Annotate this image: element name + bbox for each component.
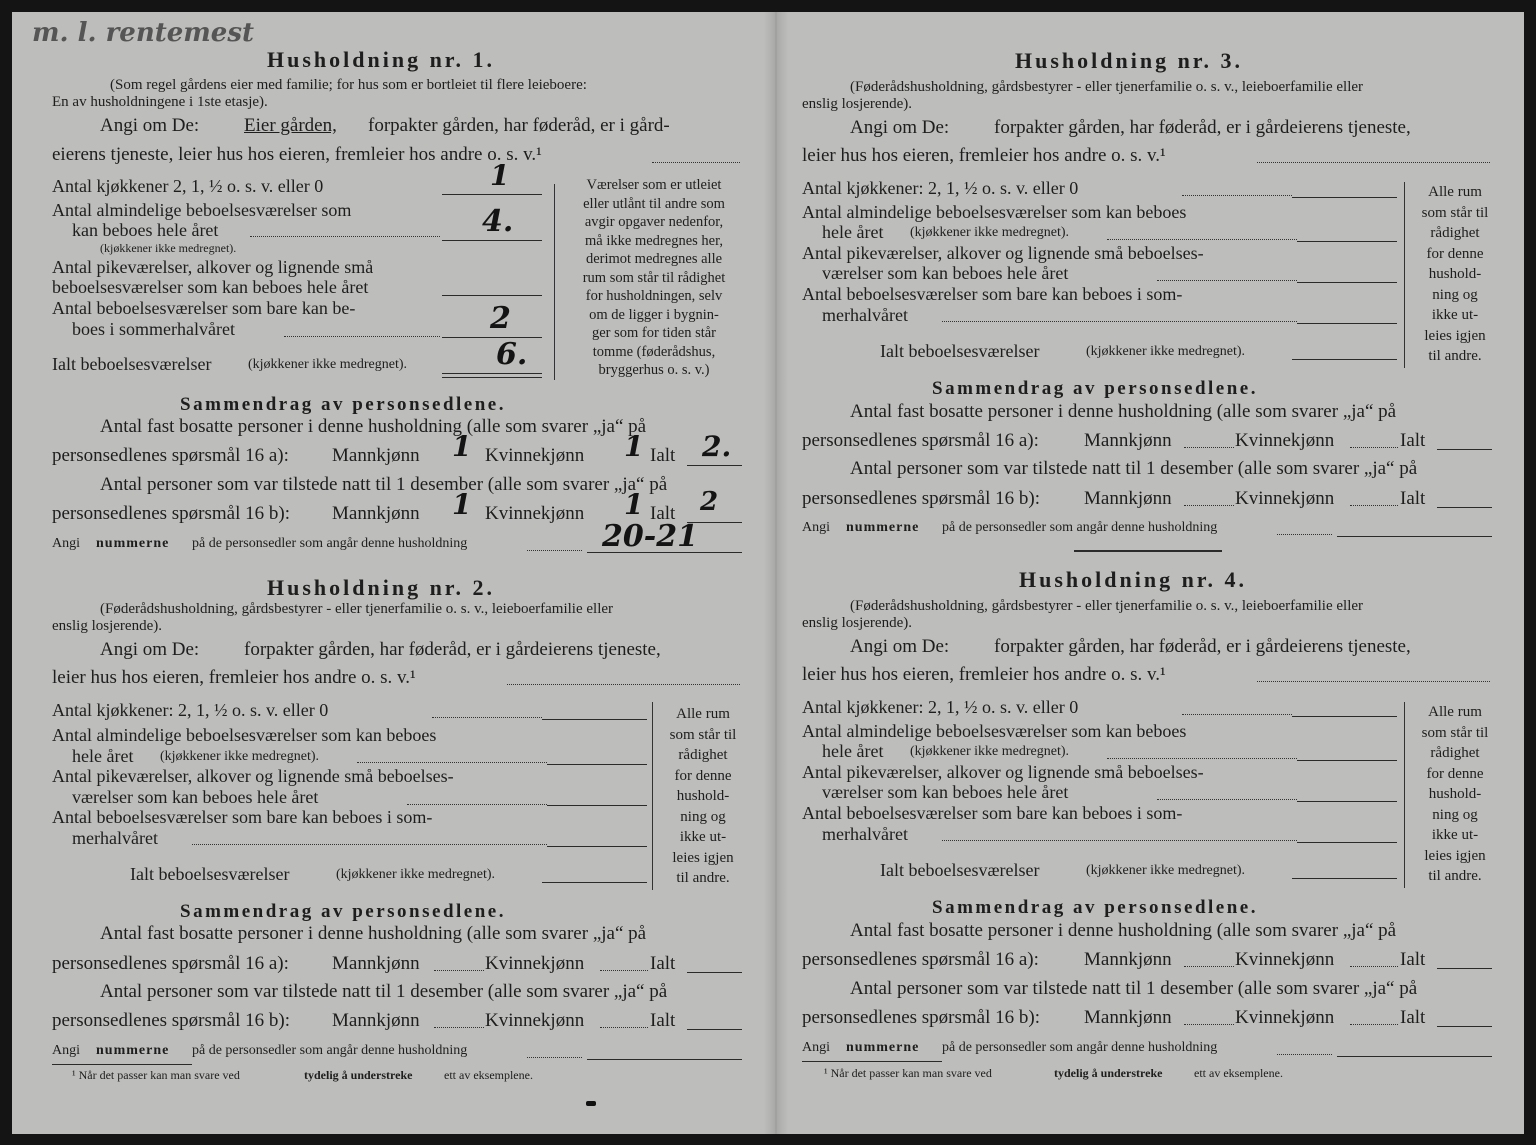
h3-q-summer-a: Antal beboelsesværelser som bare kan beboes i som- <box>802 284 1183 304</box>
h3-a-female-label: Kvinnekjønn <box>1235 430 1335 451</box>
h4-summary-title: Sammendrag av personsedlene. <box>932 897 1258 918</box>
h2-q-rooms-a: Antal almindelige beboelsesværelser som kan beboes <box>52 725 437 745</box>
census-form-sheet <box>12 12 1524 1134</box>
h2-q-total-note: (kjøkkener ikke medregnet). <box>336 867 495 882</box>
h2-angi-prefix: Angi om De: <box>100 639 200 660</box>
h4-summary-a-line-2: personsedlenes spørsmål 16 a): <box>802 949 1039 970</box>
h1-a-total-label: Ialt <box>650 445 676 466</box>
h1-angi-line-2: eierens tjeneste, leier hus hos eieren, fremleier hos andre o. s. v.¹ <box>52 144 542 165</box>
h2-angi-line-1: forpakter gården, har føderåd, er i gårdeierens tjeneste, <box>244 639 661 660</box>
h2-a-male-label: Mannkjønn <box>332 953 420 974</box>
h4-b-total-label: Ialt <box>1400 1007 1426 1028</box>
h4-numbers-text: på de personsedler som angår denne husholdning <box>942 1040 1218 1055</box>
h4-a-male-label: Mannkjønn <box>1084 949 1172 970</box>
h3-q-kitchens: Antal kjøkkener: 2, 1, ½ o. s. v. eller 0 <box>802 178 1079 198</box>
h1-b-female-label: Kvinnekjønn <box>485 503 585 524</box>
h3-summary-a-line-1: Antal fast bosatte personer i denne husholdning (alle som svarer „ja“ på <box>850 401 1397 422</box>
h3-angi-line-1: forpakter gården, har føderåd, er i gårdeierens tjeneste, <box>994 117 1411 138</box>
h2-b-female-label: Kvinnekjønn <box>485 1010 585 1031</box>
h2-q-small-a: Antal pikeværelser, alkover og lignende små beboelses- <box>52 766 454 786</box>
h1-q-rooms-a: Antal almindelige beboelsesværelser som <box>52 200 352 220</box>
h2-q-rooms-b: hele året <box>72 746 134 766</box>
h3-a-total-label: Ialt <box>1400 430 1426 451</box>
h1-q-summer-a: Antal beboelsesværelser som bare kan be- <box>52 298 356 318</box>
margin-note: m. l. rentemest <box>32 18 254 48</box>
right-footnote-c: ett av eksemplene. <box>1194 1066 1283 1080</box>
h3-q-small-a: Antal pikeværelser, alkover og lignende små beboelses- <box>802 243 1204 263</box>
h1-q-kitchens: Antal kjøkkener 2, 1, ½ o. s. v. eller 0 <box>52 176 324 196</box>
h2-q-kitchens: Antal kjøkkener: 2, 1, ½ o. s. v. eller 0 <box>52 700 329 720</box>
h1-numbers-value: 20-21 <box>602 519 698 554</box>
h1-a-female-label: Kvinnekjønn <box>485 445 585 466</box>
h2-summary-b-line-2: personsedlenes spørsmål 16 b): <box>52 1010 290 1031</box>
h2-summary-title: Sammendrag av personsedlene. <box>180 901 506 922</box>
h4-a-female-label: Kvinnekjønn <box>1235 949 1335 970</box>
h2-numbers-angi: Angi <box>52 1043 80 1058</box>
h4-angi-line-2: leier hus hos eieren, fremleier hos andre o. s. v.¹ <box>802 664 1166 685</box>
h1-summary-a-line-2: personsedlenes spørsmål 16 a): <box>52 445 289 466</box>
h3-q-total-note: (kjøkkener ikke medregnet). <box>1086 344 1245 359</box>
h1-q-total-note: (kjøkkener ikke medregnet). <box>248 357 407 372</box>
h4-b-female-label: Kvinnekjønn <box>1235 1007 1335 1028</box>
h1-numbers-bold: nummerne <box>96 536 170 551</box>
h3-b-total-label: Ialt <box>1400 488 1426 509</box>
h3-paren-line-2: enslig losjerende). <box>802 96 912 112</box>
h4-b-male-label: Mannkjønn <box>1084 1007 1172 1028</box>
h3-paren-line-1: (Føderådshusholdning, gårdsbestyrer - eller tjenerfamilie o. s. v., leieboerfamilie eller <box>850 79 1364 95</box>
h4-q-kitchens: Antal kjøkkener: 2, 1, ½ o. s. v. eller 0 <box>802 697 1079 717</box>
h4-summary-a-line-1: Antal fast bosatte personer i denne husholdning (alle som svarer „ja“ på <box>850 920 1397 941</box>
h1-q-rooms-c: (kjøkkener ikke medregnet). <box>100 241 237 255</box>
h2-angi-line-2: leier hus hos eieren, fremleier hos andre o. s. v.¹ <box>52 667 416 688</box>
h1-angi-owner-underlined: Eier gården, <box>244 115 337 136</box>
left-footnote-c: ett av eksemplene. <box>444 1068 533 1082</box>
h2-numbers-text: på de personsedler som angår denne husholdning <box>192 1043 468 1058</box>
h4-q-rooms-c: (kjøkkener ikke medregnet). <box>910 744 1069 759</box>
h2-b-male-label: Mannkjønn <box>332 1010 420 1031</box>
h1-angi-rest: forpakter gården, har føderåd, er i gård- <box>368 115 670 136</box>
h3-summary-b-line-2: personsedlenes spørsmål 16 b): <box>802 488 1040 509</box>
h4-angi-line-1: forpakter gården, har føderåd, er i gårdeierens tjeneste, <box>994 636 1411 657</box>
right-footnote-b: tydelig å understreke <box>1054 1066 1163 1080</box>
left-footnote-a: ¹ Når det passer kan man svare ved <box>72 1068 240 1082</box>
h4-summary-b-line-1: Antal personer som var tilstede natt til 1 desember (alle som svarer „ja“ på <box>850 978 1418 999</box>
h2-a-total-label: Ialt <box>650 953 676 974</box>
h2-summary-b-line-1: Antal personer som var tilstede natt til 1 desember (alle som svarer „ja“ på <box>100 981 668 1002</box>
h4-q-rooms-b: hele året <box>822 741 884 761</box>
h1-q-total: Ialt beboelsesværelser <box>52 354 212 374</box>
h3-angi-line-2: leier hus hos eieren, fremleier hos andre o. s. v.¹ <box>802 145 1166 166</box>
h4-angi-prefix: Angi om De: <box>850 636 950 657</box>
h1-summary-b-line-2: personsedlenes spørsmål 16 b): <box>52 503 290 524</box>
h1-a-male-value: 1 <box>452 430 472 463</box>
household-3-title: Husholdning nr. 3. <box>1015 48 1244 73</box>
h1-numbers-text: på de personsedler som angår denne husholdning <box>192 536 468 551</box>
h2-q-summer-b: merhalvåret <box>72 828 158 848</box>
h2-a-female-label: Kvinnekjønn <box>485 953 585 974</box>
section-divider <box>1074 550 1222 552</box>
h4-a-total-label: Ialt <box>1400 949 1426 970</box>
h3-numbers-bold: nummerne <box>846 520 920 535</box>
household-1-title: Husholdning nr. 1. <box>267 47 496 72</box>
h1-numbers-angi: Angi <box>52 536 80 551</box>
h1-rooms-total-value: 6. <box>496 337 528 372</box>
h1-q-rooms-b: kan beboes hele året <box>72 220 219 240</box>
h1-b-male-label: Mannkjønn <box>332 503 420 524</box>
h4-q-summer-a: Antal beboelsesværelser som bare kan beboes i som- <box>802 803 1183 823</box>
h3-summary-a-line-2: personsedlenes spørsmål 16 a): <box>802 430 1039 451</box>
page-fold <box>764 12 788 1134</box>
h3-a-male-label: Mannkjønn <box>1084 430 1172 451</box>
h1-paren-line-2: En av husholdningene i 1ste etasje). <box>52 94 268 110</box>
h4-q-total: Ialt beboelsesværelser <box>880 860 1040 880</box>
h3-q-rooms-b: hele året <box>822 222 884 242</box>
h3-q-total: Ialt beboelsesværelser <box>880 341 1040 361</box>
h4-numbers-bold: nummerne <box>846 1040 920 1055</box>
h3-summary-title: Sammendrag av personsedlene. <box>932 378 1258 399</box>
h4-q-rooms-a: Antal almindelige beboelsesværelser som kan beboes <box>802 721 1187 741</box>
h4-q-small-b: værelser som kan beboes hele året <box>822 782 1069 802</box>
h1-q-small-b: beboelsesværelser som kan beboes hele året <box>52 277 369 297</box>
h1-side-brace <box>554 184 561 380</box>
h2-q-rooms-c: (kjøkkener ikke medregnet). <box>160 749 319 764</box>
h1-rooms-year-value: 4. <box>482 204 514 239</box>
h1-b-total-label: Ialt <box>650 503 676 524</box>
h2-q-total: Ialt beboelsesværelser <box>130 864 290 884</box>
h2-paren-line-2: enslig losjerende). <box>52 618 162 634</box>
h2-b-total-label: Ialt <box>650 1010 676 1031</box>
h2-summary-a-line-1: Antal fast bosatte personer i denne husholdning (alle som svarer „ja“ på <box>100 923 647 944</box>
h1-a-female-value: 1 <box>624 430 644 463</box>
h1-side-note: Værelser som er utleiet eller utlånt til andre som avgir opgaver nedenfor, må ikke medregnes her, derimot medregnes alle rum som står til rådighet for husholdningen, selv om de ligger i bygnin- ger som for tiden står tomme (føderådshus, bryggerhus o. s. v.) <box>582 177 726 378</box>
h2-summary-a-line-2: personsedlenes spørsmål 16 a): <box>52 953 289 974</box>
h3-q-rooms-a: Antal almindelige beboelsesværelser som kan beboes <box>802 202 1187 222</box>
h3-side-note: Alle rum som står til rådighet for denne hushold- ning og ikke ut- leies igjen til andre. <box>1421 184 1489 364</box>
right-footnote-a: ¹ Når det passer kan man svare ved <box>824 1066 992 1080</box>
h4-q-small-a: Antal pikeværelser, alkover og lignende små beboelses- <box>802 762 1204 782</box>
h4-paren-line-1: (Føderådshusholdning, gårdsbestyrer - eller tjenerfamilie o. s. v., leieboerfamilie eller <box>850 598 1364 614</box>
h4-q-summer-b: merhalvåret <box>822 824 908 844</box>
h1-b-male-value: 1 <box>452 488 472 521</box>
h2-side-note: Alle rum som står til rådighet for denne hushold- ning og ikke ut- leies igjen til andre. <box>669 706 737 886</box>
h3-q-small-b: værelser som kan beboes hele året <box>822 263 1069 283</box>
h1-paren-line-1: (Som regel gårdens eier med familie; for hus som er bortleiet til flere leieboere: <box>110 77 587 93</box>
h3-q-summer-b: merhalvåret <box>822 305 908 325</box>
h3-angi-prefix: Angi om De: <box>850 117 950 138</box>
h2-paren-line-1: (Føderådshusholdning, gårdsbestyrer - eller tjenerfamilie o. s. v., leieboerfamilie eller <box>100 601 614 617</box>
h3-b-female-label: Kvinnekjønn <box>1235 488 1335 509</box>
h3-summary-b-line-1: Antal personer som var tilstede natt til 1 desember (alle som svarer „ja“ på <box>850 458 1418 479</box>
h1-summary-title: Sammendrag av personsedlene. <box>180 394 506 415</box>
h1-angi-prefix: Angi om De: <box>100 115 200 136</box>
h4-paren-line-2: enslig losjerende). <box>802 615 912 631</box>
h2-q-small-b: værelser som kan beboes hele året <box>72 787 319 807</box>
household-4-title: Husholdning nr. 4. <box>1019 567 1248 592</box>
h1-q-summer-b: boes i sommerhalvåret <box>72 319 235 339</box>
h1-summary-b-line-1: Antal personer som var tilstede natt til 1 desember (alle som svarer „ja“ på <box>100 474 668 495</box>
ink-dot <box>586 1101 596 1106</box>
h1-rooms-summer-value: 2 <box>490 301 511 336</box>
h1-a-total-value: 2. <box>702 430 732 463</box>
h3-numbers-text: på de personsedler som angår denne husholdning <box>942 520 1218 535</box>
h4-numbers-angi: Angi <box>802 1040 830 1055</box>
h1-a-male-label: Mannkjønn <box>332 445 420 466</box>
h4-side-note: Alle rum som står til rådighet for denne hushold- ning og ikke ut- leies igjen til andre. <box>1421 704 1489 884</box>
h1-q-small-a: Antal pikeværelser, alkover og lignende små <box>52 257 374 277</box>
h4-summary-b-line-2: personsedlenes spørsmål 16 b): <box>802 1007 1040 1028</box>
h1-kitchens-value: 1 <box>490 159 510 192</box>
h3-b-male-label: Mannkjønn <box>1084 488 1172 509</box>
h3-q-rooms-c: (kjøkkener ikke medregnet). <box>910 225 1069 240</box>
h2-q-summer-a: Antal beboelsesværelser som bare kan beboes i som- <box>52 807 433 827</box>
h1-summary-a-line-1: Antal fast bosatte personer i denne husholdning (alle som svarer „ja“ på <box>100 416 647 437</box>
h1-b-female-value: 1 <box>624 488 644 521</box>
h1-b-total-value: 2 <box>700 487 719 517</box>
left-footnote-b: tydelig å understreke <box>304 1068 413 1082</box>
household-2-title: Husholdning nr. 2. <box>267 575 496 600</box>
h2-numbers-bold: nummerne <box>96 1043 170 1058</box>
h4-q-total-note: (kjøkkener ikke medregnet). <box>1086 863 1245 878</box>
h3-numbers-angi: Angi <box>802 520 830 535</box>
